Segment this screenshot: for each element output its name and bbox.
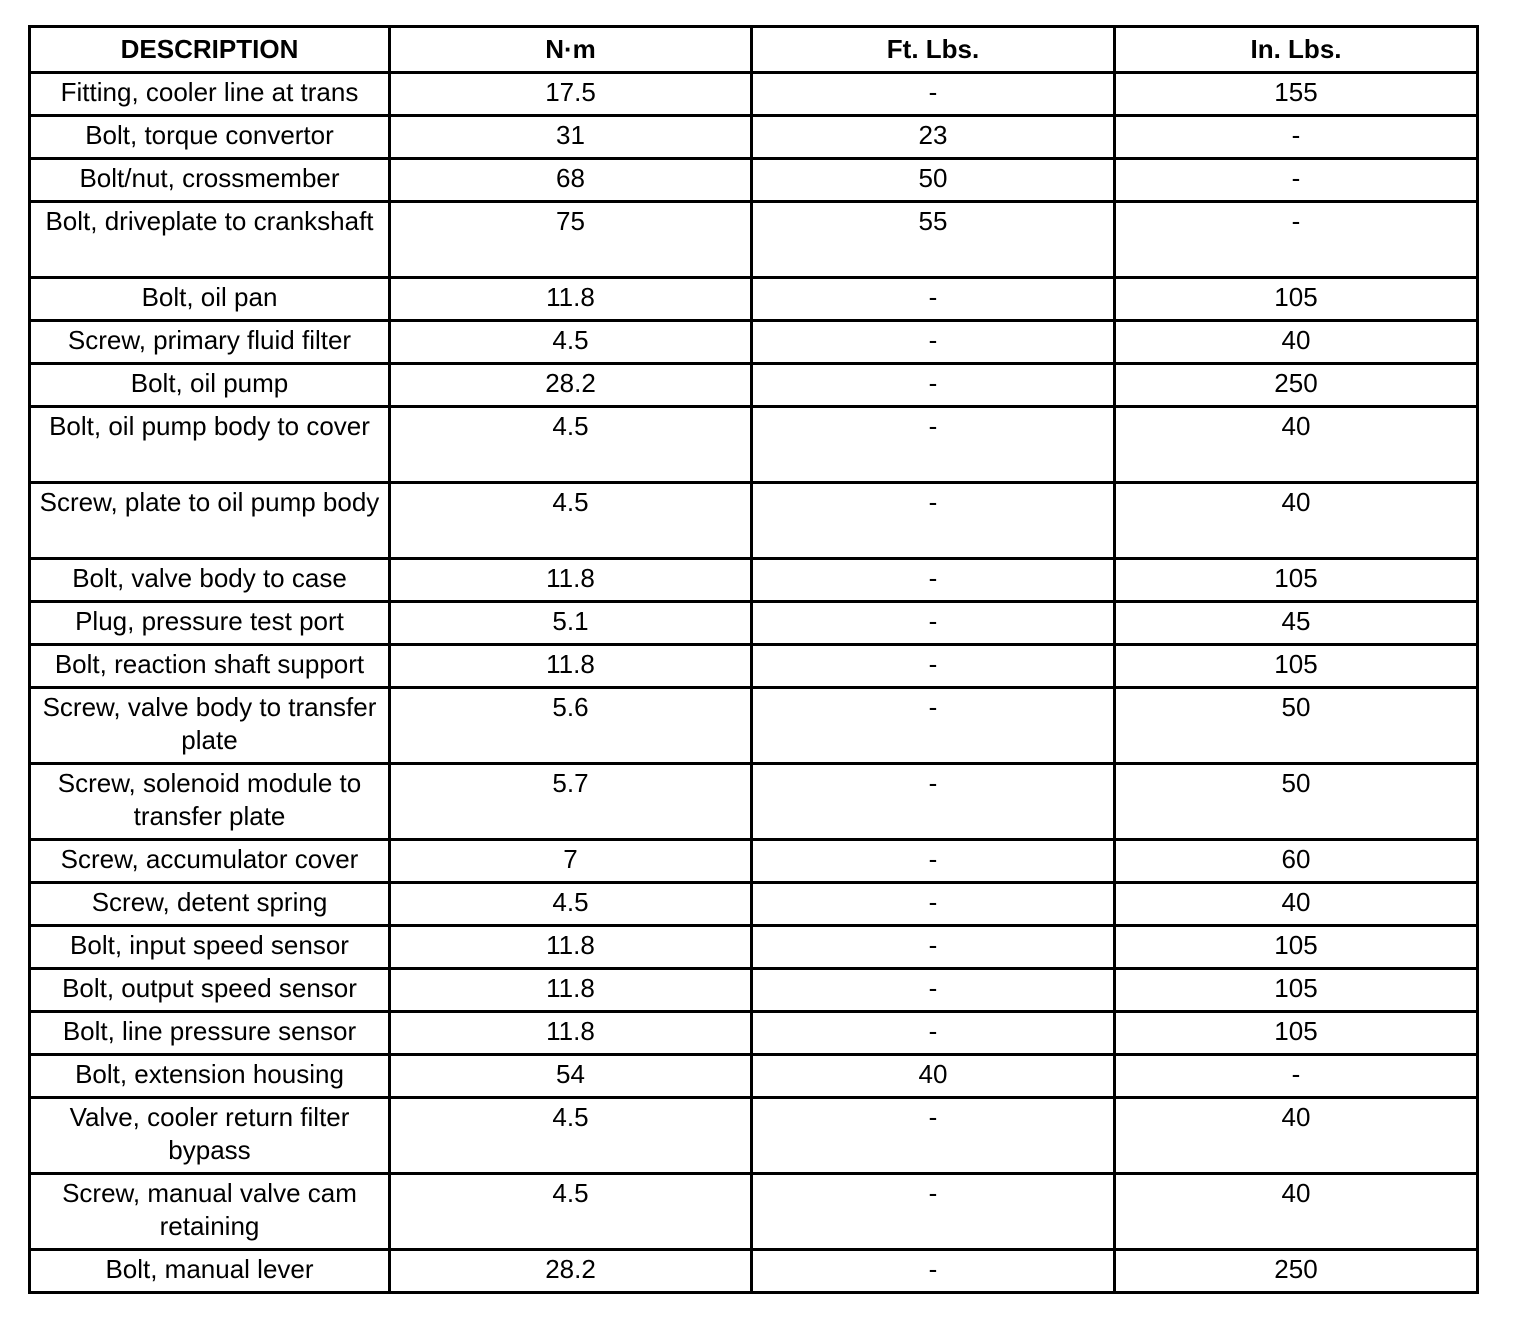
cell-in-lbs: 40: [1115, 1098, 1478, 1174]
cell-description: Screw, plate to oil pump body: [30, 483, 390, 559]
cell-description: Screw, solenoid module to transfer plate: [30, 764, 390, 840]
cell-description: Bolt, oil pan: [30, 278, 390, 321]
table-row: [30, 1055, 1478, 1098]
header-row: [30, 27, 1478, 73]
cell-ft-lbs: -: [752, 688, 1115, 764]
table-row: [30, 764, 1478, 840]
cell-nm: 28.2: [390, 364, 752, 407]
cell-ft-lbs: -: [752, 73, 1115, 116]
cell-in-lbs: 105: [1115, 645, 1478, 688]
table-row: [30, 883, 1478, 926]
table-row: [30, 483, 1478, 559]
cell-description: Plug, pressure test port: [30, 602, 390, 645]
header-description: DESCRIPTION: [30, 27, 390, 73]
cell-nm: 7: [390, 840, 752, 883]
table-row: [30, 969, 1478, 1012]
cell-nm: 11.8: [390, 559, 752, 602]
cell-ft-lbs: 40: [752, 1055, 1115, 1098]
cell-in-lbs: -: [1115, 1055, 1478, 1098]
cell-in-lbs: 45: [1115, 602, 1478, 645]
cell-nm: 11.8: [390, 278, 752, 321]
table-row: [30, 645, 1478, 688]
cell-ft-lbs: -: [752, 559, 1115, 602]
table-row: [30, 1174, 1478, 1250]
cell-nm: 54: [390, 1055, 752, 1098]
table-row: [30, 73, 1478, 116]
cell-description: Screw, manual valve cam retaining: [30, 1174, 390, 1250]
cell-ft-lbs: -: [752, 321, 1115, 364]
cell-nm: 4.5: [390, 1098, 752, 1174]
cell-ft-lbs: -: [752, 278, 1115, 321]
cell-description: Screw, primary fluid filter: [30, 321, 390, 364]
cell-in-lbs: 155: [1115, 73, 1478, 116]
cell-ft-lbs: -: [752, 1012, 1115, 1055]
cell-in-lbs: 250: [1115, 364, 1478, 407]
table-row: [30, 159, 1478, 202]
cell-in-lbs: 105: [1115, 1012, 1478, 1055]
table-row: [30, 321, 1478, 364]
cell-ft-lbs: 50: [752, 159, 1115, 202]
cell-nm: 11.8: [390, 645, 752, 688]
cell-ft-lbs: -: [752, 764, 1115, 840]
cell-nm: 11.8: [390, 1012, 752, 1055]
cell-in-lbs: 40: [1115, 483, 1478, 559]
cell-nm: 68: [390, 159, 752, 202]
cell-in-lbs: 40: [1115, 883, 1478, 926]
table-row: [30, 1012, 1478, 1055]
cell-ft-lbs: -: [752, 840, 1115, 883]
cell-description: Screw, valve body to transfer plate: [30, 688, 390, 764]
table-row: [30, 116, 1478, 159]
table-body: [30, 73, 1478, 1293]
cell-in-lbs: -: [1115, 159, 1478, 202]
cell-description: Bolt, valve body to case: [30, 559, 390, 602]
cell-ft-lbs: -: [752, 364, 1115, 407]
cell-nm: 17.5: [390, 73, 752, 116]
cell-ft-lbs: -: [752, 926, 1115, 969]
cell-description: Bolt, driveplate to crankshaft: [30, 202, 390, 278]
header-in-lbs: In. Lbs.: [1115, 27, 1478, 73]
cell-description: Bolt, torque convertor: [30, 116, 390, 159]
cell-nm: 31: [390, 116, 752, 159]
cell-description: Bolt, oil pump: [30, 364, 390, 407]
table-row: [30, 1098, 1478, 1174]
cell-in-lbs: 50: [1115, 764, 1478, 840]
cell-in-lbs: 50: [1115, 688, 1478, 764]
cell-description: Bolt, output speed sensor: [30, 969, 390, 1012]
table-row: [30, 278, 1478, 321]
cell-in-lbs: 105: [1115, 969, 1478, 1012]
header-ft-lbs: Ft. Lbs.: [752, 27, 1115, 73]
cell-nm: 5.6: [390, 688, 752, 764]
cell-in-lbs: 105: [1115, 278, 1478, 321]
table-row: [30, 602, 1478, 645]
torque-spec-table: [28, 25, 1479, 1294]
cell-ft-lbs: -: [752, 483, 1115, 559]
cell-ft-lbs: -: [752, 602, 1115, 645]
cell-ft-lbs: -: [752, 1174, 1115, 1250]
table-row: [30, 688, 1478, 764]
cell-in-lbs: 40: [1115, 407, 1478, 483]
cell-ft-lbs: -: [752, 969, 1115, 1012]
table-row: [30, 926, 1478, 969]
cell-description: Screw, detent spring: [30, 883, 390, 926]
table-row: [30, 1250, 1478, 1293]
cell-description: Screw, accumulator cover: [30, 840, 390, 883]
cell-description: Bolt, oil pump body to cover: [30, 407, 390, 483]
cell-description: Bolt, input speed sensor: [30, 926, 390, 969]
cell-ft-lbs: -: [752, 1098, 1115, 1174]
cell-nm: 5.7: [390, 764, 752, 840]
cell-nm: 4.5: [390, 407, 752, 483]
cell-nm: 4.5: [390, 483, 752, 559]
cell-ft-lbs: -: [752, 1250, 1115, 1293]
cell-ft-lbs: -: [752, 883, 1115, 926]
cell-description: Bolt, manual lever: [30, 1250, 390, 1293]
cell-in-lbs: 105: [1115, 926, 1478, 969]
header-nm: N·m: [390, 27, 752, 73]
cell-ft-lbs: 23: [752, 116, 1115, 159]
cell-ft-lbs: -: [752, 645, 1115, 688]
cell-in-lbs: 40: [1115, 1174, 1478, 1250]
cell-nm: 5.1: [390, 602, 752, 645]
cell-ft-lbs: 55: [752, 202, 1115, 278]
table-row: [30, 364, 1478, 407]
cell-in-lbs: 60: [1115, 840, 1478, 883]
cell-nm: 11.8: [390, 969, 752, 1012]
table-row: [30, 840, 1478, 883]
cell-description: Bolt, extension housing: [30, 1055, 390, 1098]
cell-in-lbs: 250: [1115, 1250, 1478, 1293]
cell-nm: 4.5: [390, 321, 752, 364]
cell-in-lbs: -: [1115, 202, 1478, 278]
cell-description: Bolt, line pressure sensor: [30, 1012, 390, 1055]
cell-nm: 11.8: [390, 926, 752, 969]
cell-description: Bolt/nut, crossmember: [30, 159, 390, 202]
cell-nm: 28.2: [390, 1250, 752, 1293]
cell-in-lbs: -: [1115, 116, 1478, 159]
table-row: [30, 407, 1478, 483]
cell-in-lbs: 105: [1115, 559, 1478, 602]
table-row: [30, 202, 1478, 278]
cell-nm: 75: [390, 202, 752, 278]
cell-in-lbs: 40: [1115, 321, 1478, 364]
cell-ft-lbs: -: [752, 407, 1115, 483]
cell-description: Fitting, cooler line at trans: [30, 73, 390, 116]
cell-description: Valve, cooler return filter bypass: [30, 1098, 390, 1174]
cell-nm: 4.5: [390, 883, 752, 926]
cell-nm: 4.5: [390, 1174, 752, 1250]
cell-description: Bolt, reaction shaft support: [30, 645, 390, 688]
table-row: [30, 559, 1478, 602]
